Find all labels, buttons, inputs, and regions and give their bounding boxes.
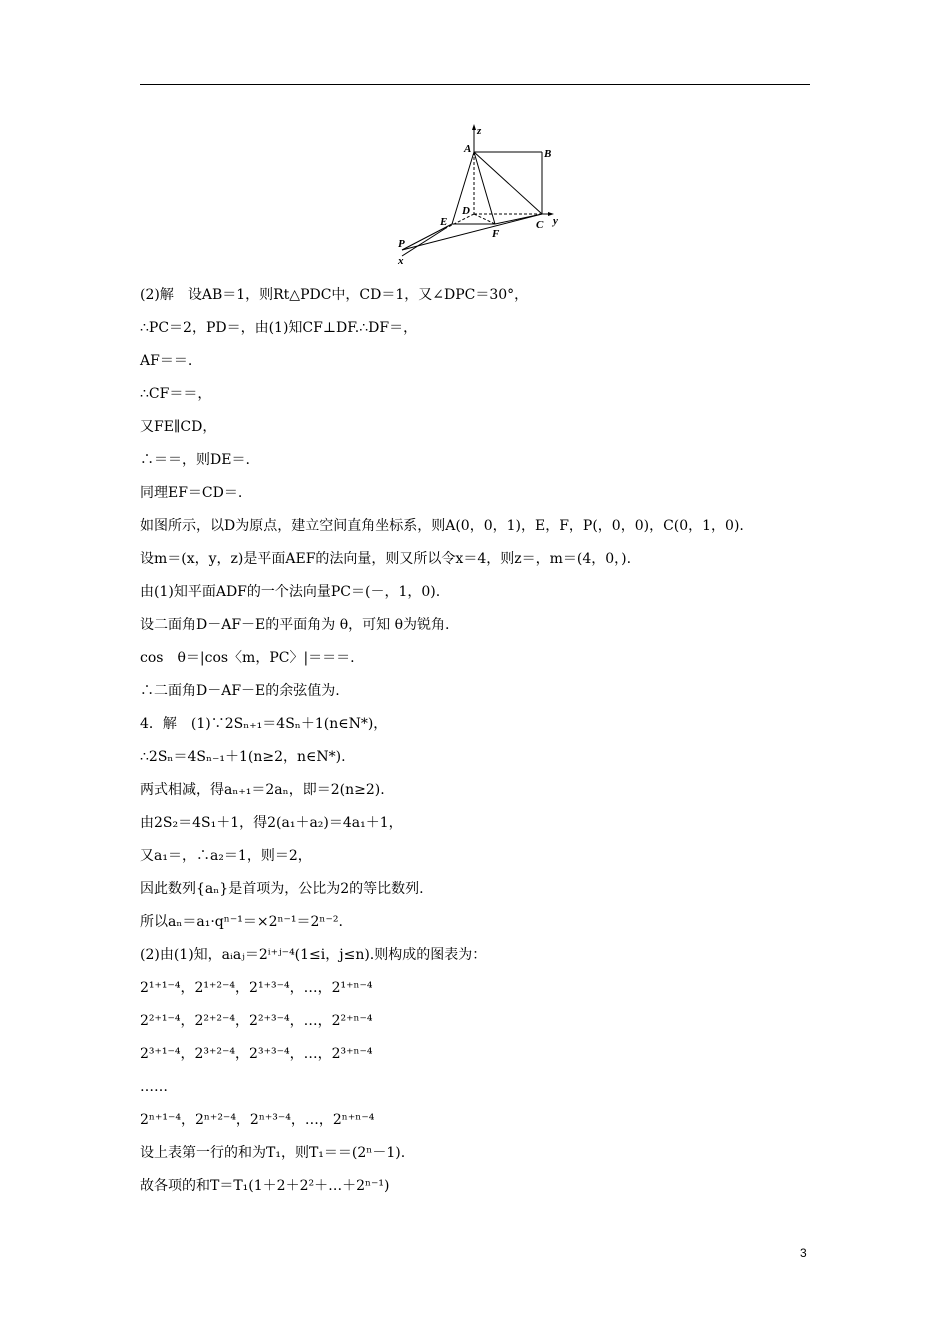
pyramid-coordinate-figure xyxy=(380,120,580,270)
text-line: ∴二面角D－AF－E的余弦值为. xyxy=(140,683,340,699)
label-B: B xyxy=(544,148,552,160)
z-axis-arrow xyxy=(472,124,476,130)
text-line: 又a₁＝，∴a₂＝1，则＝2， xyxy=(140,848,312,864)
edge-AF xyxy=(474,152,495,224)
text-line: 又FE∥CD， xyxy=(140,419,217,435)
text-line: 两式相减，得aₙ₊₁＝2aₙ，即＝2(n≥2). xyxy=(140,782,385,798)
text-line: 所以aₙ＝a₁·qⁿ⁻¹＝×2ⁿ⁻¹＝2ⁿ⁻². xyxy=(140,914,343,930)
page-number: 3 xyxy=(800,1246,807,1260)
edge-PC xyxy=(402,214,542,250)
text-line: ∴CF＝＝， xyxy=(140,386,212,402)
text-line: ∴＝＝，则DE＝. xyxy=(140,452,250,468)
edge-DF xyxy=(474,214,495,224)
text-line: 2²⁺¹⁻⁴，2²⁺²⁻⁴，2²⁺³⁻⁴，…，2²⁺ⁿ⁻⁴ xyxy=(140,1013,373,1029)
text-line: 因此数列{aₙ}是首项为，公比为2的等比数列. xyxy=(140,881,424,897)
figure-svg xyxy=(380,120,580,270)
edge-AC xyxy=(474,152,542,214)
text-line: ∴2Sₙ＝4Sₙ₋₁＋1(n≥2，n∈N*). xyxy=(140,749,346,765)
text-line: 同理EF＝CD＝. xyxy=(140,485,243,501)
text-line: cos θ＝|cos〈m，PC〉|＝＝＝. xyxy=(140,650,355,666)
label-F: F xyxy=(492,228,500,240)
text-line: 如图所示，以D为原点，建立空间直角坐标系，则A(0，0，1)，E，F，P(，0，0)，C(0，1，0). xyxy=(140,518,744,534)
text-line: 由(1)知平面ADF的一个法向量PC＝(－，1，0). xyxy=(140,584,441,600)
header-rule xyxy=(140,84,810,85)
label-y: y xyxy=(553,215,558,227)
text-line: ∴PC＝2，PD＝，由(1)知CF⊥DF.∴DF＝， xyxy=(140,320,418,336)
label-C: C xyxy=(536,219,544,231)
label-D: D xyxy=(462,205,470,217)
text-line: 故各项的和T＝T₁(1＋2＋2²＋…＋2ⁿ⁻¹) xyxy=(140,1178,390,1194)
label-P: P xyxy=(398,238,405,250)
text-line: 设m＝(x，y，z)是平面AEF的法向量，则又所以令x＝4，则z＝，m＝(4，0，). xyxy=(140,551,632,567)
label-A: A xyxy=(464,143,472,155)
text-line: 2¹⁺¹⁻⁴，2¹⁺²⁻⁴，2¹⁺³⁻⁴，…，2¹⁺ⁿ⁻⁴ xyxy=(140,980,373,996)
label-z: z xyxy=(477,125,482,137)
text-line: 2ⁿ⁺¹⁻⁴，2ⁿ⁺²⁻⁴，2ⁿ⁺³⁻⁴，…，2ⁿ⁺ⁿ⁻⁴ xyxy=(140,1112,375,1128)
label-x: x xyxy=(398,255,404,267)
text-line: (2)解 设AB＝1，则Rt△PDC中，CD＝1，又∠DPC＝30°， xyxy=(140,287,529,303)
text-line: (2)由(1)知，aᵢaⱼ＝2ⁱ⁺ʲ⁻⁴(1≤i，j≤n).则构成的图表为： xyxy=(140,947,487,963)
text-line: 由2S₂＝4S₁＋1，得2(a₁＋a₂)＝4a₁＋1， xyxy=(140,815,403,831)
text-line: 设上表第一行的和为T₁，则T₁＝＝(2ⁿ－1). xyxy=(140,1145,406,1161)
x-axis xyxy=(402,228,446,256)
text-line: …… xyxy=(140,1079,168,1095)
text-line: 设二面角D－AF－E的平面角为 θ，可知 θ为锐角. xyxy=(140,617,450,633)
label-E: E xyxy=(440,216,448,228)
text-line: AF＝＝. xyxy=(140,353,193,369)
text-line: 4．解 (1)∵2Sₙ₊₁＝4Sₙ＋1(n∈N*)， xyxy=(140,716,388,732)
text-line: 2³⁺¹⁻⁴，2³⁺²⁻⁴，2³⁺³⁻⁴，…，2³⁺ⁿ⁻⁴ xyxy=(140,1046,373,1062)
